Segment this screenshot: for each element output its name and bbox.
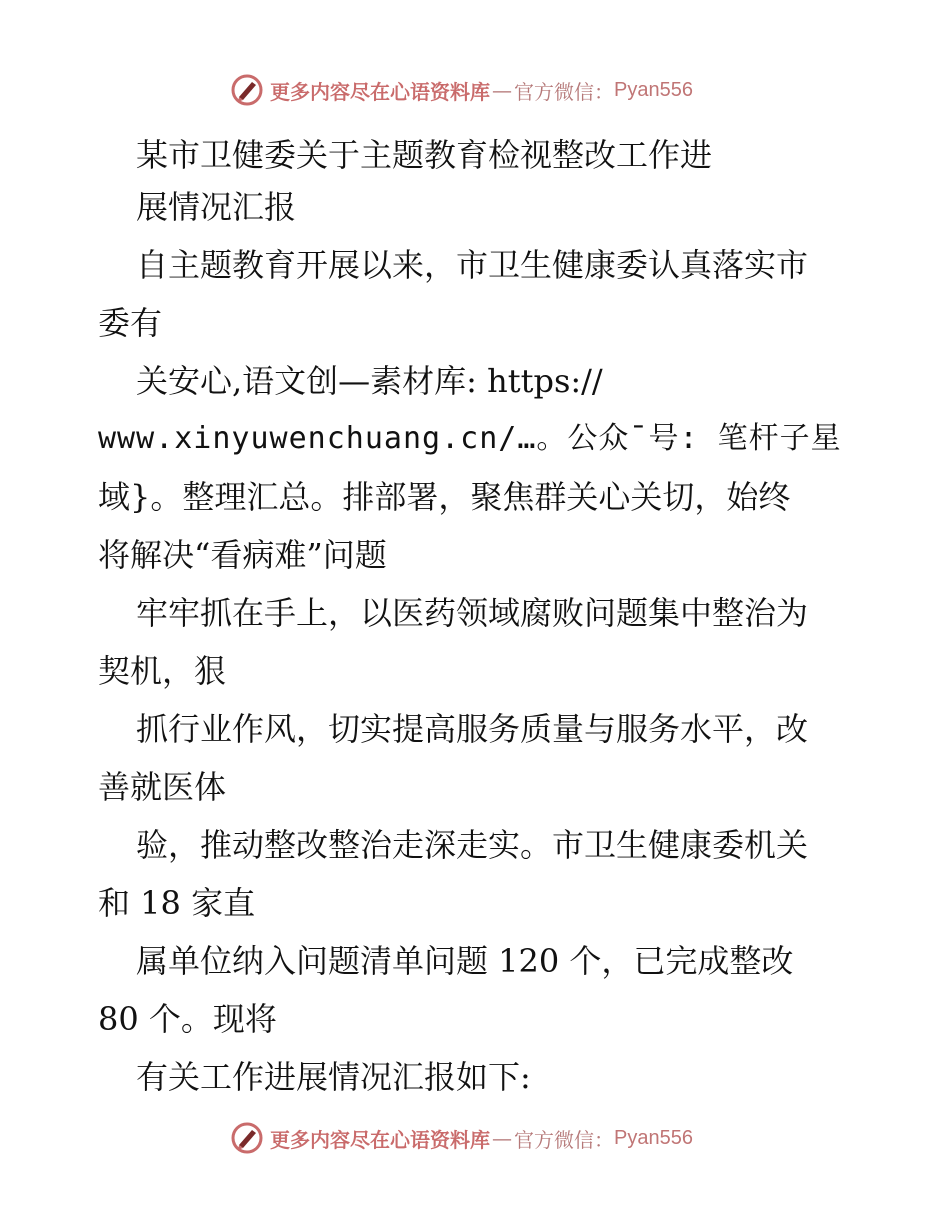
banner-wechat-label: 官方微信： [514,79,614,104]
banner-dash: — [492,78,512,102]
paragraph-line: 牢牢抓在手上，以医药领域腐败问题集中整治为 [136,594,809,632]
banner-wechat-id: Pyan556 [614,1126,693,1149]
footer-banner [230,1120,710,1156]
paragraph-line: 有关工作进展情况汇报如下: [136,1058,531,1096]
paragraph-line: 关安心,语文创—素材库: https:// [136,362,603,400]
document-title-line-2: 展情况汇报 [136,188,297,226]
header-banner [230,72,710,108]
paragraph-line: 善就医体 [98,768,227,806]
paragraph-line: 自主题教育开展以来，市卫生健康委认真落实市 [136,246,809,284]
banner-dash: — [492,1126,512,1150]
paragraph-line: 域}。整理汇总。排部署，聚焦群关心关切，始终 [98,478,791,516]
banner-brand-text: 更多内容尽在心语资料库 [270,1127,490,1152]
banner-brand-text: 更多内容尽在心语资料库 [270,79,490,104]
banner-wechat-id: Pyan556 [614,78,693,101]
document-title-line-1: 某市卫健委关于主题教育检视整改工作进 [136,136,713,174]
paragraph-line: 契机，狠 [98,652,227,690]
paragraph-line: 80 个。现将 [98,1000,277,1038]
paragraph-line: www.xinyuwenchuang.cn/…。公众¯号: 笔杆子星 [98,421,842,456]
banner-wechat-label: 官方微信： [514,1127,614,1152]
pen-logo-icon [230,73,264,107]
paragraph-line: 属单位纳入问题清单问题 120 个，已完成整改 [136,942,794,980]
paragraph-line: 抓行业作风，切实提高服务质量与服务水平，改 [136,710,809,748]
pen-logo-icon [230,1121,264,1155]
paragraph-line: 委有 [98,304,163,342]
paragraph-line: 将解决“看病难”问题 [98,536,387,574]
paragraph-line: 和 18 家直 [98,884,256,922]
paragraph-line: 验，推动整改整治走深走实。市卫生健康委机关 [136,826,809,864]
